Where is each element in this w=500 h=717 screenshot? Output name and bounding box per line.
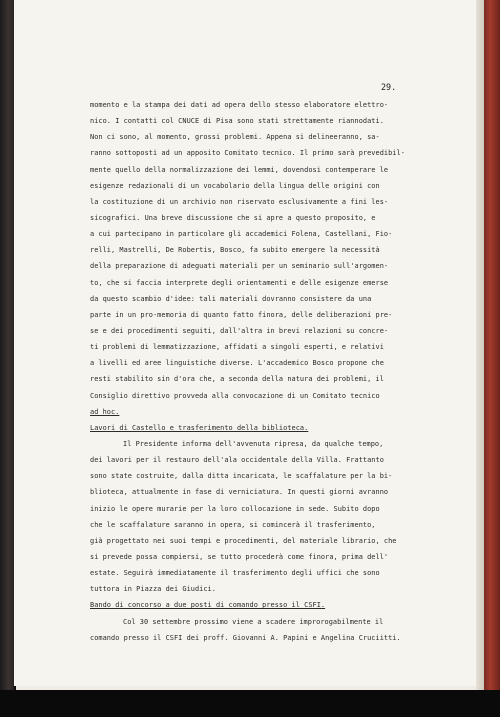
text-line: nico. I contatti col CNUCE di Pisa sono stati strettamente riannodati. <box>90 117 384 126</box>
text-line: mente quello della normalizzazione dei lemmi, dovendosi contemperare le <box>90 165 389 174</box>
text-line: la costituzione di un archivio non riservato esclusivamente a fini les- <box>90 197 389 206</box>
text-line: esigenze redazionali di un vocabolario della lingua delle origini con <box>90 181 380 190</box>
text-line: to, che si faccia interprete degli orientamenti e delle esigenze emerse <box>90 278 389 287</box>
text-line: ti problemi di lemmatizzazione, affidati a singoli esperti, e relativi <box>90 343 384 352</box>
text-line: sono state costruite, dalla ditta incaricata, le scaffalature per la bi- <box>90 472 393 481</box>
page-number: 29. <box>381 82 397 92</box>
binder-left-edge <box>0 0 14 717</box>
text-line: Il Presidente informa dell'avvenuta ripresa, da qualche tempo, <box>123 439 384 448</box>
text-line: comando presso il CSFI dei proff. Giovanni A. Papini e Angelina Cruciitti. <box>90 633 401 642</box>
text-line: tuttora in Piazza dei Giudici. <box>90 585 216 594</box>
text-line: che le scaffalature saranno in opera, si comincerà il trasferimento, <box>90 520 376 529</box>
text-line: Lavori di Castello e trasferimento della biblioteca. <box>90 423 309 432</box>
text-line: relli, Mastrelli, De Robertis, Bosco, fa subito emergere la necessità <box>90 246 380 255</box>
binding-cover-edge <box>484 0 500 690</box>
text-line: inizio le opere murarie per la loro collocazione in sede. Subito dopo <box>90 504 380 513</box>
text-line: blioteca, attualmente in fase di verniciatura. In questi giorni avranno <box>90 488 389 497</box>
text-line: resti stabilito sin d'ora che, a seconda della natura dei problemi, il <box>90 375 384 384</box>
text-line: da questo scambio d'idee: tali materiali dovranno consistere da una <box>90 294 372 303</box>
text-line: estate. Seguirà immediatamente il trasferimento degli uffici che sono <box>90 569 380 578</box>
text-line: a livelli ed aree linguistiche diverse. L'accademico Bosco propone che <box>90 359 384 368</box>
bottom-shadow <box>0 690 500 717</box>
text-line: parte in un pro-memoria di quanto fatto finora, delle deliberazioni pre- <box>90 310 393 319</box>
text-line: ranno sottoposti ad un apposito Comitato tecnico. Il primo sarà prevedibil- <box>90 149 405 158</box>
text-line: Non ci sono, al momento, grossi problemi. Appena si delineeranno, sa- <box>90 133 380 142</box>
text-line: dei lavori per il restauro dell'ala occidentale della Villa. Frattanto <box>90 456 384 465</box>
text-line: se e dei procedimenti seguiti, dall'altra in brevi relazioni su concre- <box>90 326 389 335</box>
text-line: sicografici. Una breve discussione che si apre a questo proposito, e <box>90 213 376 222</box>
text-line: della preparazione di adeguati materiali per un seminario sull'argomen- <box>90 262 389 271</box>
text-line: a cui partecipano in particolare gli accademici Folena, Castellani, Fio- <box>90 230 393 239</box>
text-line: già progettato nei suoi tempi e procedimenti, del materiale librario, che <box>90 536 397 545</box>
page-edges <box>476 0 484 690</box>
body-text <box>90 97 420 646</box>
text-line: ad hoc. <box>90 407 120 416</box>
text-line: momento e la stampa dei dati ad opera dello stesso elaboratore elettro- <box>90 101 389 109</box>
text-line: Consiglio direttivo provveda alla convocazione di un Comitato tecnico <box>90 391 380 400</box>
text-line: Col 30 settembre prossimo viene a scadere improrogabilmente il <box>123 617 384 626</box>
text-line: si prevede possa compiersi, se tutto procederà come finora, prima dell' <box>90 552 389 561</box>
text-line: Bando di concorso a due posti di comando presso il CSFI. <box>90 601 326 610</box>
